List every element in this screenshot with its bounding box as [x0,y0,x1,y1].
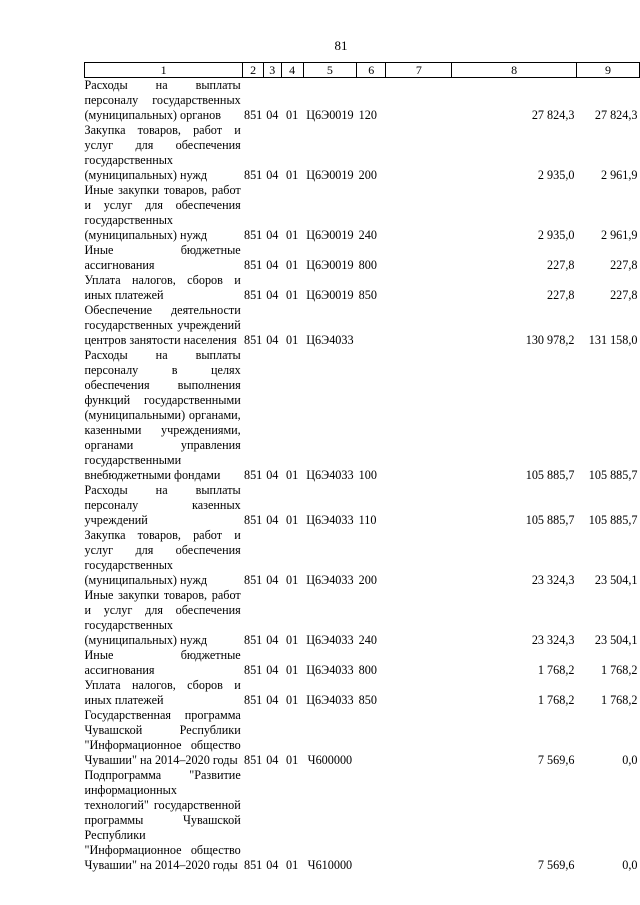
column-header-5: 5 [303,63,356,78]
column-header-4: 4 [281,63,303,78]
table-row [85,528,640,588]
cell-subsection-code: 01 [286,333,299,347]
cell-expense-type-code: 800 [358,258,377,272]
cell-empty-col-7 [386,348,452,483]
table-row [85,648,640,678]
cell-section-code: 04 [266,693,279,707]
cell-target-article-code: Ц6Э4033 [306,513,354,527]
cell-expense-type-code: 240 [358,633,377,647]
cell-section-code: 04 [266,468,279,482]
cell-section-code: 04 [266,663,279,677]
cell-expense-type-code: 800 [358,663,377,677]
cell-amount-year-2: 1 768,2 [600,663,638,677]
cell-empty-col-7 [386,648,452,678]
cell-empty-col-7 [386,708,452,768]
cell-section-code: 04 [266,228,279,242]
cell-subsection-code: 01 [286,288,299,302]
cell-target-article-code: Ц6Э4033 [306,633,354,647]
cell-subsection-code: 01 [286,513,299,527]
cell-subsection-code: 01 [286,633,299,647]
cell-section-code: 04 [266,633,279,647]
cell-amount-year-1: 227,8 [547,258,575,272]
budget-table [84,62,640,873]
cell-empty-col-7 [386,588,452,648]
cell-subsection-code: 01 [286,753,299,767]
table-header-row [85,63,640,78]
cell-expense-type-code: 850 [358,693,377,707]
cell-amount-year-1: 23 324,3 [531,573,575,587]
cell-section-code: 04 [266,168,279,182]
cell-expense-type-code [357,768,386,873]
table-row [85,78,640,124]
cell-target-article-code: Ц6Э4033 [306,693,354,707]
cell-section-code: 04 [266,108,279,122]
cell-subsection-code: 01 [286,108,299,122]
cell-amount-year-2: 131 158,0 [588,333,638,347]
cell-item-name: Закупка товаров, работ и услуг для обеспечения государственных (муниципальных) нужд [84,528,241,587]
cell-amount-year-2: 1 768,2 [600,693,638,707]
cell-item-name: Обеспечение деятельности государственных учреждений центров занятости населения [84,303,241,347]
cell-amount-year-1: 1 768,2 [537,663,575,677]
cell-empty-col-7 [386,483,452,528]
cell-amount-year-1: 23 324,3 [531,633,575,647]
cell-expense-type-code: 200 [358,573,377,587]
cell-ministry-code: 851 [243,633,263,647]
table-row [85,243,640,273]
cell-ministry-code: 851 [243,288,263,302]
cell-item-name: Подпрограмма "Развитие информационных технологий" государственной программы Чувашской Республики "Информационное общество Чувашии" на 2014–2020 годы [84,768,241,872]
table-row [85,123,640,183]
cell-amount-year-2: 23 504,1 [594,633,638,647]
cell-section-code: 04 [266,258,279,272]
table-row [85,768,640,873]
cell-amount-year-2: 23 504,1 [594,573,638,587]
cell-expense-type-code: 100 [358,468,377,482]
cell-ministry-code: 851 [243,468,263,482]
table-row [85,483,640,528]
cell-ministry-code: 851 [243,228,263,242]
cell-item-name: Расходы на выплаты персоналу казенных учреждений [84,483,241,527]
cell-subsection-code: 01 [286,663,299,677]
cell-ministry-code: 851 [243,333,263,347]
cell-amount-year-1: 105 885,7 [525,468,575,482]
table-row [85,183,640,243]
cell-section-code: 04 [266,513,279,527]
cell-amount-year-1: 27 824,3 [531,108,575,122]
cell-subsection-code: 01 [286,258,299,272]
cell-section-code: 04 [266,333,279,347]
cell-target-article-code: Ц6Э4033 [306,333,354,347]
cell-empty-col-7 [386,123,452,183]
cell-section-code: 04 [266,288,279,302]
cell-empty-col-7 [386,528,452,588]
column-header-3: 3 [264,63,282,78]
cell-section-code: 04 [266,753,279,767]
column-header-6: 6 [357,63,386,78]
cell-subsection-code: 01 [286,858,299,872]
cell-target-article-code: Ц6Э4033 [306,573,354,587]
cell-subsection-code: 01 [286,468,299,482]
cell-target-article-code: Ч600000 [307,753,353,767]
cell-target-article-code: Ц6Э0019 [306,168,354,182]
cell-target-article-code: Ц6Э4033 [306,663,354,677]
cell-ministry-code: 851 [243,513,263,527]
cell-expense-type-code: 850 [358,288,377,302]
cell-expense-type-code: 110 [358,513,377,527]
cell-target-article-code: Ц6Э4033 [306,468,354,482]
cell-amount-year-1: 2 935,0 [537,168,575,182]
cell-expense-type-code [357,303,386,348]
cell-section-code: 04 [266,858,279,872]
cell-item-name: Иные закупки товаров, работ и услуг для обеспечения государственных (муниципальных) нужд [84,588,241,647]
column-header-9: 9 [576,63,639,78]
cell-amount-year-1: 1 768,2 [537,693,575,707]
cell-subsection-code: 01 [286,228,299,242]
cell-subsection-code: 01 [286,573,299,587]
cell-amount-year-1: 7 569,6 [537,858,575,872]
cell-amount-year-1: 130 978,2 [525,333,575,347]
cell-target-article-code: Ч610000 [307,858,353,872]
column-header-8: 8 [452,63,577,78]
cell-empty-col-7 [386,243,452,273]
cell-amount-year-1: 105 885,7 [525,513,575,527]
cell-section-code: 04 [266,573,279,587]
cell-ministry-code: 851 [243,258,263,272]
cell-item-name: Государственная программа Чувашской Республики "Информационное общество Чувашии" на 2014–2020 годы [84,708,241,767]
cell-ministry-code: 851 [243,108,263,122]
table-row [85,678,640,708]
cell-target-article-code: Ц6Э0019 [306,258,354,272]
cell-amount-year-2: 105 885,7 [588,513,638,527]
cell-amount-year-1: 227,8 [547,288,575,302]
page-number: 81 [334,38,348,53]
cell-target-article-code: Ц6Э0019 [306,228,354,242]
table-row [85,708,640,768]
table-row [85,273,640,303]
column-header-7: 7 [386,63,452,78]
cell-expense-type-code: 120 [358,108,377,122]
column-header-1: 1 [85,63,243,78]
cell-ministry-code: 851 [243,663,263,677]
cell-amount-year-2: 2 961,9 [600,168,638,182]
cell-expense-type-code: 240 [358,228,377,242]
cell-empty-col-7 [386,78,452,124]
cell-target-article-code: Ц6Э0019 [306,108,354,122]
cell-item-name: Уплата налогов, сборов и иных платежей [84,273,241,302]
cell-amount-year-2: 27 824,3 [594,108,638,122]
cell-item-name: Иные закупки товаров, работ и услуг для обеспечения государственных (муниципальных) нужд [84,183,241,242]
cell-empty-col-7 [386,273,452,303]
cell-item-name: Расходы на выплаты персоналу в целях обеспечения выполнения функций государственными (муниципальными) органами, казенными учреждениями, органами управления государственными внебюджетными фондами [84,348,241,482]
cell-empty-col-7 [386,183,452,243]
cell-amount-year-1: 7 569,6 [537,753,575,767]
cell-amount-year-2: 227,8 [610,258,638,272]
table-row [85,303,640,348]
cell-subsection-code: 01 [286,693,299,707]
cell-ministry-code: 851 [243,168,263,182]
table-row [85,348,640,483]
cell-amount-year-2: 0,0 [622,753,638,767]
cell-ministry-code: 851 [243,693,263,707]
cell-amount-year-2: 2 961,9 [600,228,638,242]
cell-item-name: Уплата налогов, сборов и иных платежей [84,678,241,707]
column-header-2: 2 [243,63,264,78]
cell-ministry-code: 851 [243,858,263,872]
cell-ministry-code: 851 [243,573,263,587]
cell-amount-year-2: 227,8 [610,288,638,302]
cell-expense-type-code: 200 [358,168,377,182]
cell-amount-year-2: 0,0 [622,858,638,872]
cell-item-name: Расходы на выплаты персоналу государственных (муниципальных) органов [84,78,241,122]
table-row [85,588,640,648]
cell-item-name: Иные бюджетные ассигнования [84,243,241,272]
cell-target-article-code: Ц6Э0019 [306,288,354,302]
cell-empty-col-7 [386,303,452,348]
cell-item-name: Закупка товаров, работ и услуг для обеспечения государственных (муниципальных) нужд [84,123,241,182]
cell-item-name: Иные бюджетные ассигнования [84,648,241,677]
cell-amount-year-2: 105 885,7 [588,468,638,482]
cell-empty-col-7 [386,678,452,708]
cell-amount-year-1: 2 935,0 [537,228,575,242]
cell-expense-type-code [357,708,386,768]
cell-empty-col-7 [386,768,452,873]
cell-subsection-code: 01 [286,168,299,182]
cell-ministry-code: 851 [243,753,263,767]
